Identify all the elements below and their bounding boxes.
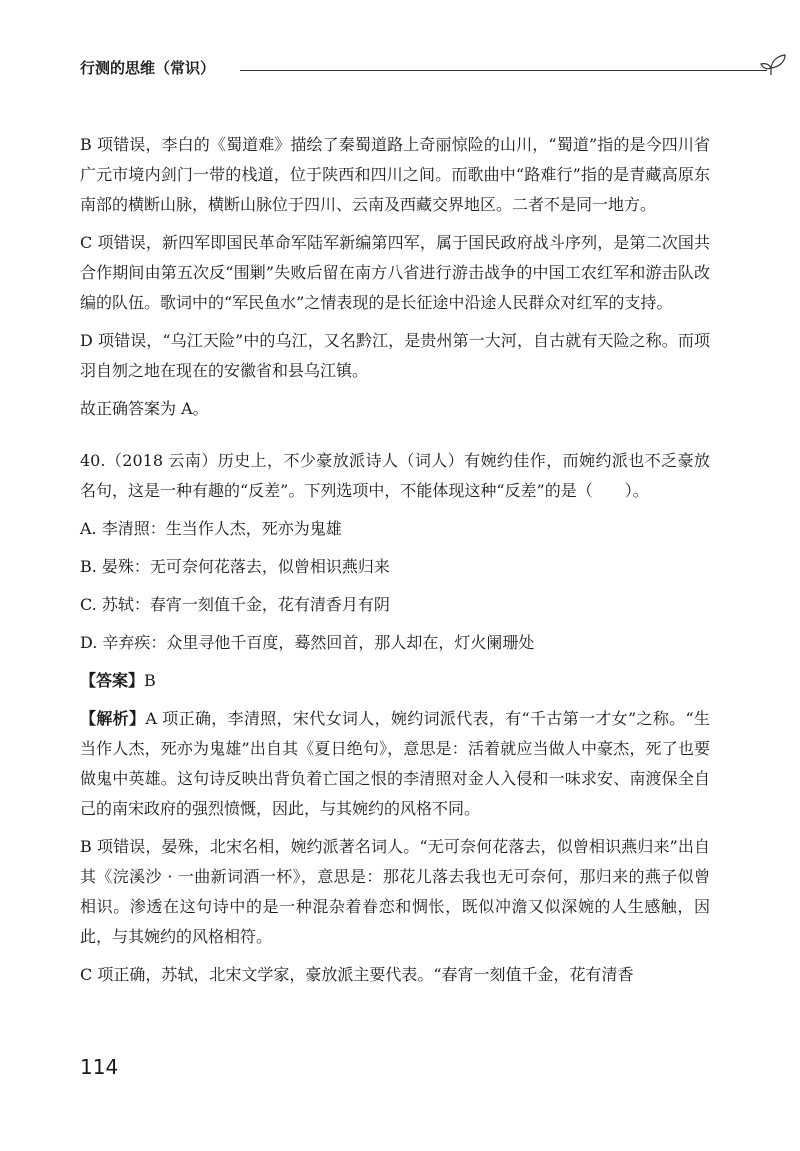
analysis-label: 【解析】 — [80, 709, 146, 728]
analysis-text: A 项正确，李清照，宋代女词人，婉约词派代表，有“千古第一才女”之称。“生当作人杰，死亦为鬼雄”出自其《夏日绝句》，意思是：活着就应当做人中豪杰，死了也要做鬼中英雄。这句诗反映出背负着亡国之恨的李清照对金人入侵和一味求安、南渡保全自己的南宋政府的强烈愤慨，因此，与其婉约的风格不同。 — [80, 709, 710, 818]
option-d: D. 辛弃疾：众里寻他千百度，蓦然回首，那人却在，灯火阑珊处 — [80, 633, 535, 652]
analysis-c: C 项正确，苏轼，北宋文学家，豪放派主要代表。“春宵一刻值千金，花有清香 — [80, 965, 634, 984]
sprout-icon — [755, 49, 789, 75]
answer-line — [80, 666, 710, 696]
header-title: 行测的思维（常识） — [80, 59, 216, 77]
header-rule — [240, 70, 767, 71]
analysis-b: B 项错误，晏殊，北宋名相，婉约派著名词人。“无可奈何花落去，似曾相识燕归来”出自其《浣溪沙 · 一曲新词酒一杯》，意思是：那花儿落去我也无可奈何，那归来的燕子似曾相识。渗透在这句诗中的是一种混杂着眷恋和惆怅，既似冲澹又似深婉的人生感触，因此，与其婉约的风格相符。 — [80, 837, 710, 946]
running-header — [80, 57, 720, 87]
answer-value: B — [144, 671, 156, 690]
option-c: C. 苏轼：春宵一刻值千金，花有清香月有阴 — [80, 595, 390, 614]
question-stem: 40.（2018 云南）历史上，不少豪放派诗人（词人）有婉约佳作，而婉约派也不乏豪放名句，这是一种有趣的“反差”。下列选项中，不能体现这种“反差”的是（ ）。 — [80, 451, 710, 500]
answer-label: 【答案】 — [80, 671, 145, 690]
page-number: 114 — [80, 1055, 119, 1079]
paragraph-c: C 项错误，新四军即国民革命军陆军新编第四军，属于国民政府战斗序列，是第二次国共合作期间由第五次反“围剿”失败后留在南方八省进行游击战争的中国工农红军和游击队改编的队伍。歌词中的“军民鱼水”之情表现的是长征途中沿途人民群众对红军的支持。 — [80, 233, 710, 312]
paragraph-answer-summary: 故正确答案为 A。 — [80, 399, 209, 418]
page-content — [80, 130, 710, 990]
paragraph-b: B 项错误，李白的《蜀道难》描绘了秦蜀道路上奇丽惊险的山川，“蜀道”指的是今四川省广元市境内剑门一带的栈道，位于陕西和四川之间。而歌曲中“路难行”指的是青藏高原东南部的横断山脉，横断山脉位于四川、云南及西藏交界地区。二者不是同一地方。 — [80, 135, 710, 214]
option-b: B. 晏殊：无可奈何花落去，似曾相识燕归来 — [80, 557, 390, 576]
option-a: A. 李清照：生当作人杰，死亦为鬼雄 — [80, 519, 342, 538]
analysis-paragraph — [80, 704, 710, 824]
paragraph-d: D 项错误，“乌江天险”中的乌江，又名黔江，是贵州第一大河，自古就有天险之称。而项羽自刎之地在现在的安徽省和县乌江镇。 — [80, 331, 710, 380]
